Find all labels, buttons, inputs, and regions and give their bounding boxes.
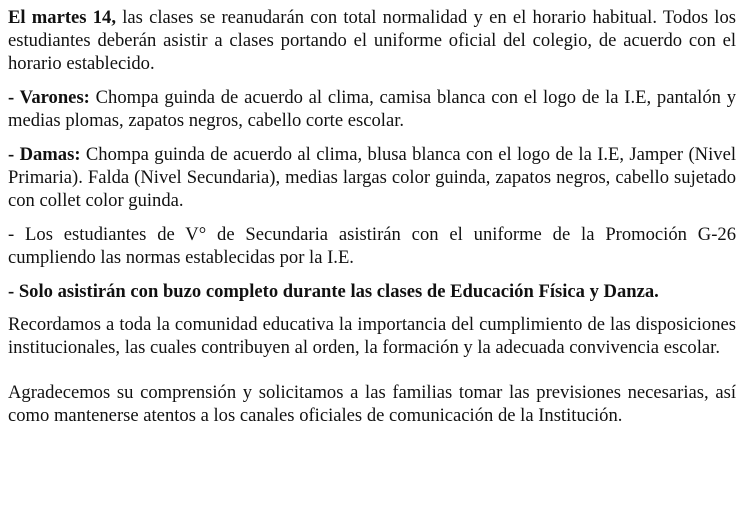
- intro-text: las clases se reanudarán con total normalidad y en el horario habitual. Todos los estudiantes deberán asistir a clases portando el uniforme oficial del colegio, de acuerdo con el horario establecido.: [8, 7, 736, 74]
- promocion-paragraph: [8, 223, 736, 269]
- recordamos-paragraph: [8, 313, 736, 359]
- agradecemos-text: Agradecemos su comprensión y solicitamos a las familias tomar las previsiones necesarias, así como mantenerse atentos a los canales oficiales de comunicación de la Institución.: [8, 382, 736, 426]
- varones-text: Chompa guinda de acuerdo al clima, camisa blanca con el logo de la I.E, pantalón y medias plomas, zapatos negros, cabello corte escolar.: [8, 87, 736, 131]
- recordamos-text: Recordamos a toda la comunidad educativa la importancia del cumplimiento de las disposiciones institucionales, las cuales contribuyen al orden, la formación y la adecuada convivencia escolar.: [8, 314, 736, 358]
- damas-text: Chompa guinda de acuerdo al clima, blusa blanca con el logo de la I.E, Jamper (Nivel Primaria). Falda (Nivel Secundaria), medias largas color guinda, zapatos negros, cabello sujetado con collet color guinda.: [8, 144, 736, 211]
- intro-paragraph: [8, 6, 736, 75]
- buzo-text: - Solo asistirán con buzo completo durante las clases de Educación Física y Danza.: [8, 281, 659, 302]
- agradecemos-paragraph: [8, 381, 736, 427]
- damas-paragraph: [8, 143, 736, 212]
- buzo-paragraph: [8, 280, 736, 303]
- intro-date-lead: El martes 14,: [8, 7, 116, 28]
- promocion-text: - Los estudiantes de V° de Secundaria asistirán con el uniforme de la Promoción G-26 cumpliendo las normas establecidas por la I.E.: [8, 224, 736, 268]
- notice-document: [8, 6, 736, 427]
- varones-lead: - Varones:: [8, 87, 90, 108]
- damas-lead: - Damas:: [8, 144, 81, 165]
- varones-paragraph: [8, 86, 736, 132]
